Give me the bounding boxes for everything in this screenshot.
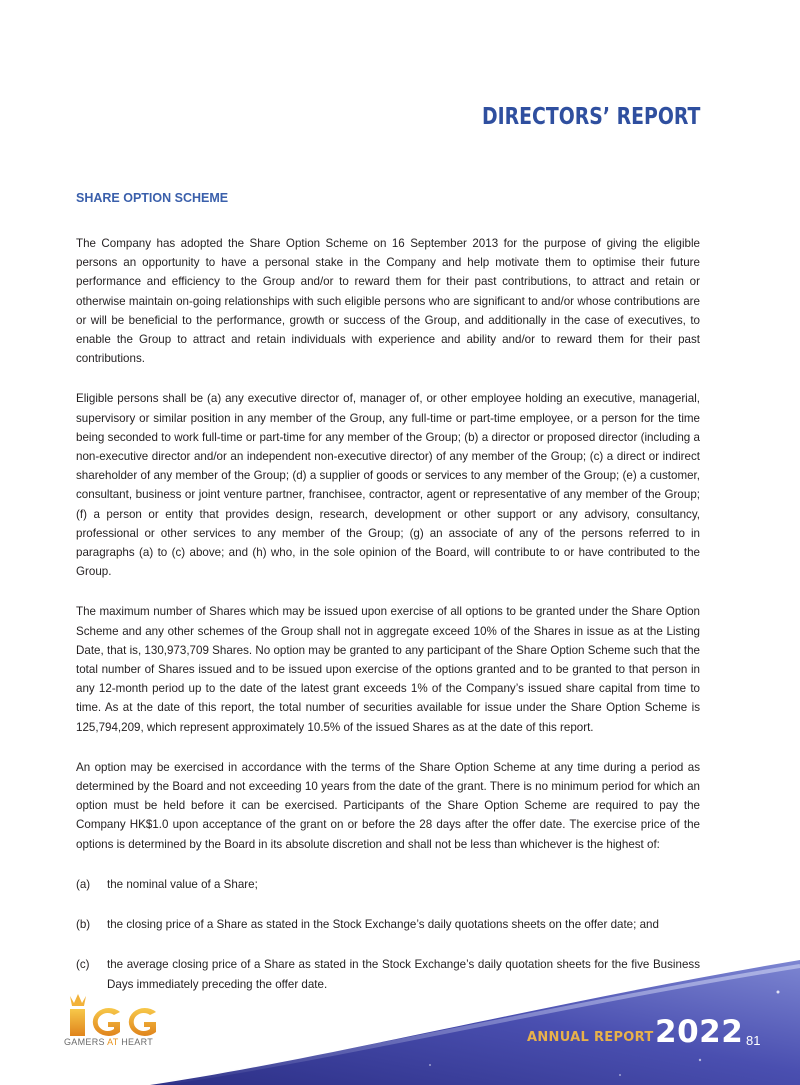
annual-report-label: ANNUAL REPORT: [527, 1030, 654, 1045]
list-text: the closing price of a Share as stated in the Stock Exchange’s daily quotations sheets on the offer date; and: [107, 918, 659, 932]
list-item: [76, 915, 700, 934]
list-marker: (b): [76, 918, 91, 932]
list-item: [76, 875, 700, 894]
list-marker: (c): [76, 958, 90, 972]
page-title: DIRECTORS’ REPORT: [481, 104, 700, 130]
list-marker: (a): [76, 877, 91, 891]
paragraph-purpose: The Company has adopted the Share Option Scheme on 16 September 2013 for the purpose of giving the eligible persons an opportunity to have a personal stake in the Company and help motivate them to optimise their future performance and efficiency to the Group and/or to reward them for their past contributions, to attract and retain or otherwise maintain on-going relationships with such eligible persons who are significant to and/or whose contributions are or will be beneficial to the performance, growth or success of the Group, and additionally in the case of executives, to enable the Group to attract and retain individuals with experience and ability and/or to reward them for their past contributions.: [76, 237, 700, 366]
paragraph-maximum-shares: The maximum number of Shares which may be issued upon exercise of all options to be granted under the Share Option Scheme and any other schemes of the Group shall not in aggregate exceed 10% of the Shares in issue as at the Listing Date, that is, 130,973,709 Shares. No option may be granted to any participant of the Share Option Scheme such that the total number of Shares issued and to be issued upon exercise of the options granted and to be granted to that person in any 12-month period up to the date of the latest grant exceeds 1% of the Company’s issued share capital from time to time. As at the date of this report, the total number of securities available for issue under the Share Option Scheme is 125,794,209, which represent approximately 10.5% of the issued Shares as at the date of this report.: [76, 605, 700, 734]
paragraph-eligible-persons: Eligible persons shall be (a) any executive director of, manager of, or other employee holding an executive, managerial, supervisory or similar position in any member of the Group, any full-time or part-time employee, or a person for the time being seconded to work full-time or part-time for any member of the Group; (b) a director or proposed director (including a non-executive director and/or an independent non-executive director) of any member of the Group; (c) a direct or indirect shareholder of any member of the Group; (d) a supplier of goods or services to any member of the Group; (e) a customer, consultant, business or joint venture partner, franchisee, contractor, agent or representative of any member of the Group; (f) a person or entity that provides design, research, development or other support or any advisory, consultancy, professional or other services to any member of the Group; (g) an associate of any of the persons referred to in paragraphs (a) to (c) above; and (h) who, in the sole opinion of the Board, will contribute to or have contributed to the Group.: [76, 392, 700, 579]
paragraph-exercise-terms: An option may be exercised in accordance with the terms of the Share Option Scheme at any time during a period as determined by the Board and not exceeding 10 years from the date of the grant. There is no minimum period for which an option must be held before it can be exercised. Participants of the Share Option Scheme are required to pay the Company HK$1.0 upon acceptance of the grant on or before the 28 days after the offer date. The exercise price of the options is determined by the Board in its absolute discretion and shall not be less than whichever is the highest of:: [76, 760, 700, 851]
list-text: the average closing price of a Share as stated in the Stock Exchange’s daily quotation sheets for the five Business Days immediately preceding the offer date.: [107, 958, 700, 991]
page-number: 81: [746, 1033, 761, 1048]
section-title: SHARE OPTION SCHEME: [76, 191, 229, 205]
report-year: 2022: [655, 1014, 744, 1050]
main-content: [76, 189, 700, 1015]
igg-logo: [64, 990, 164, 1060]
logo-tagline: GAMERS AT HEART: [64, 1037, 154, 1047]
list-text: the nominal value of a Share;: [107, 877, 258, 891]
